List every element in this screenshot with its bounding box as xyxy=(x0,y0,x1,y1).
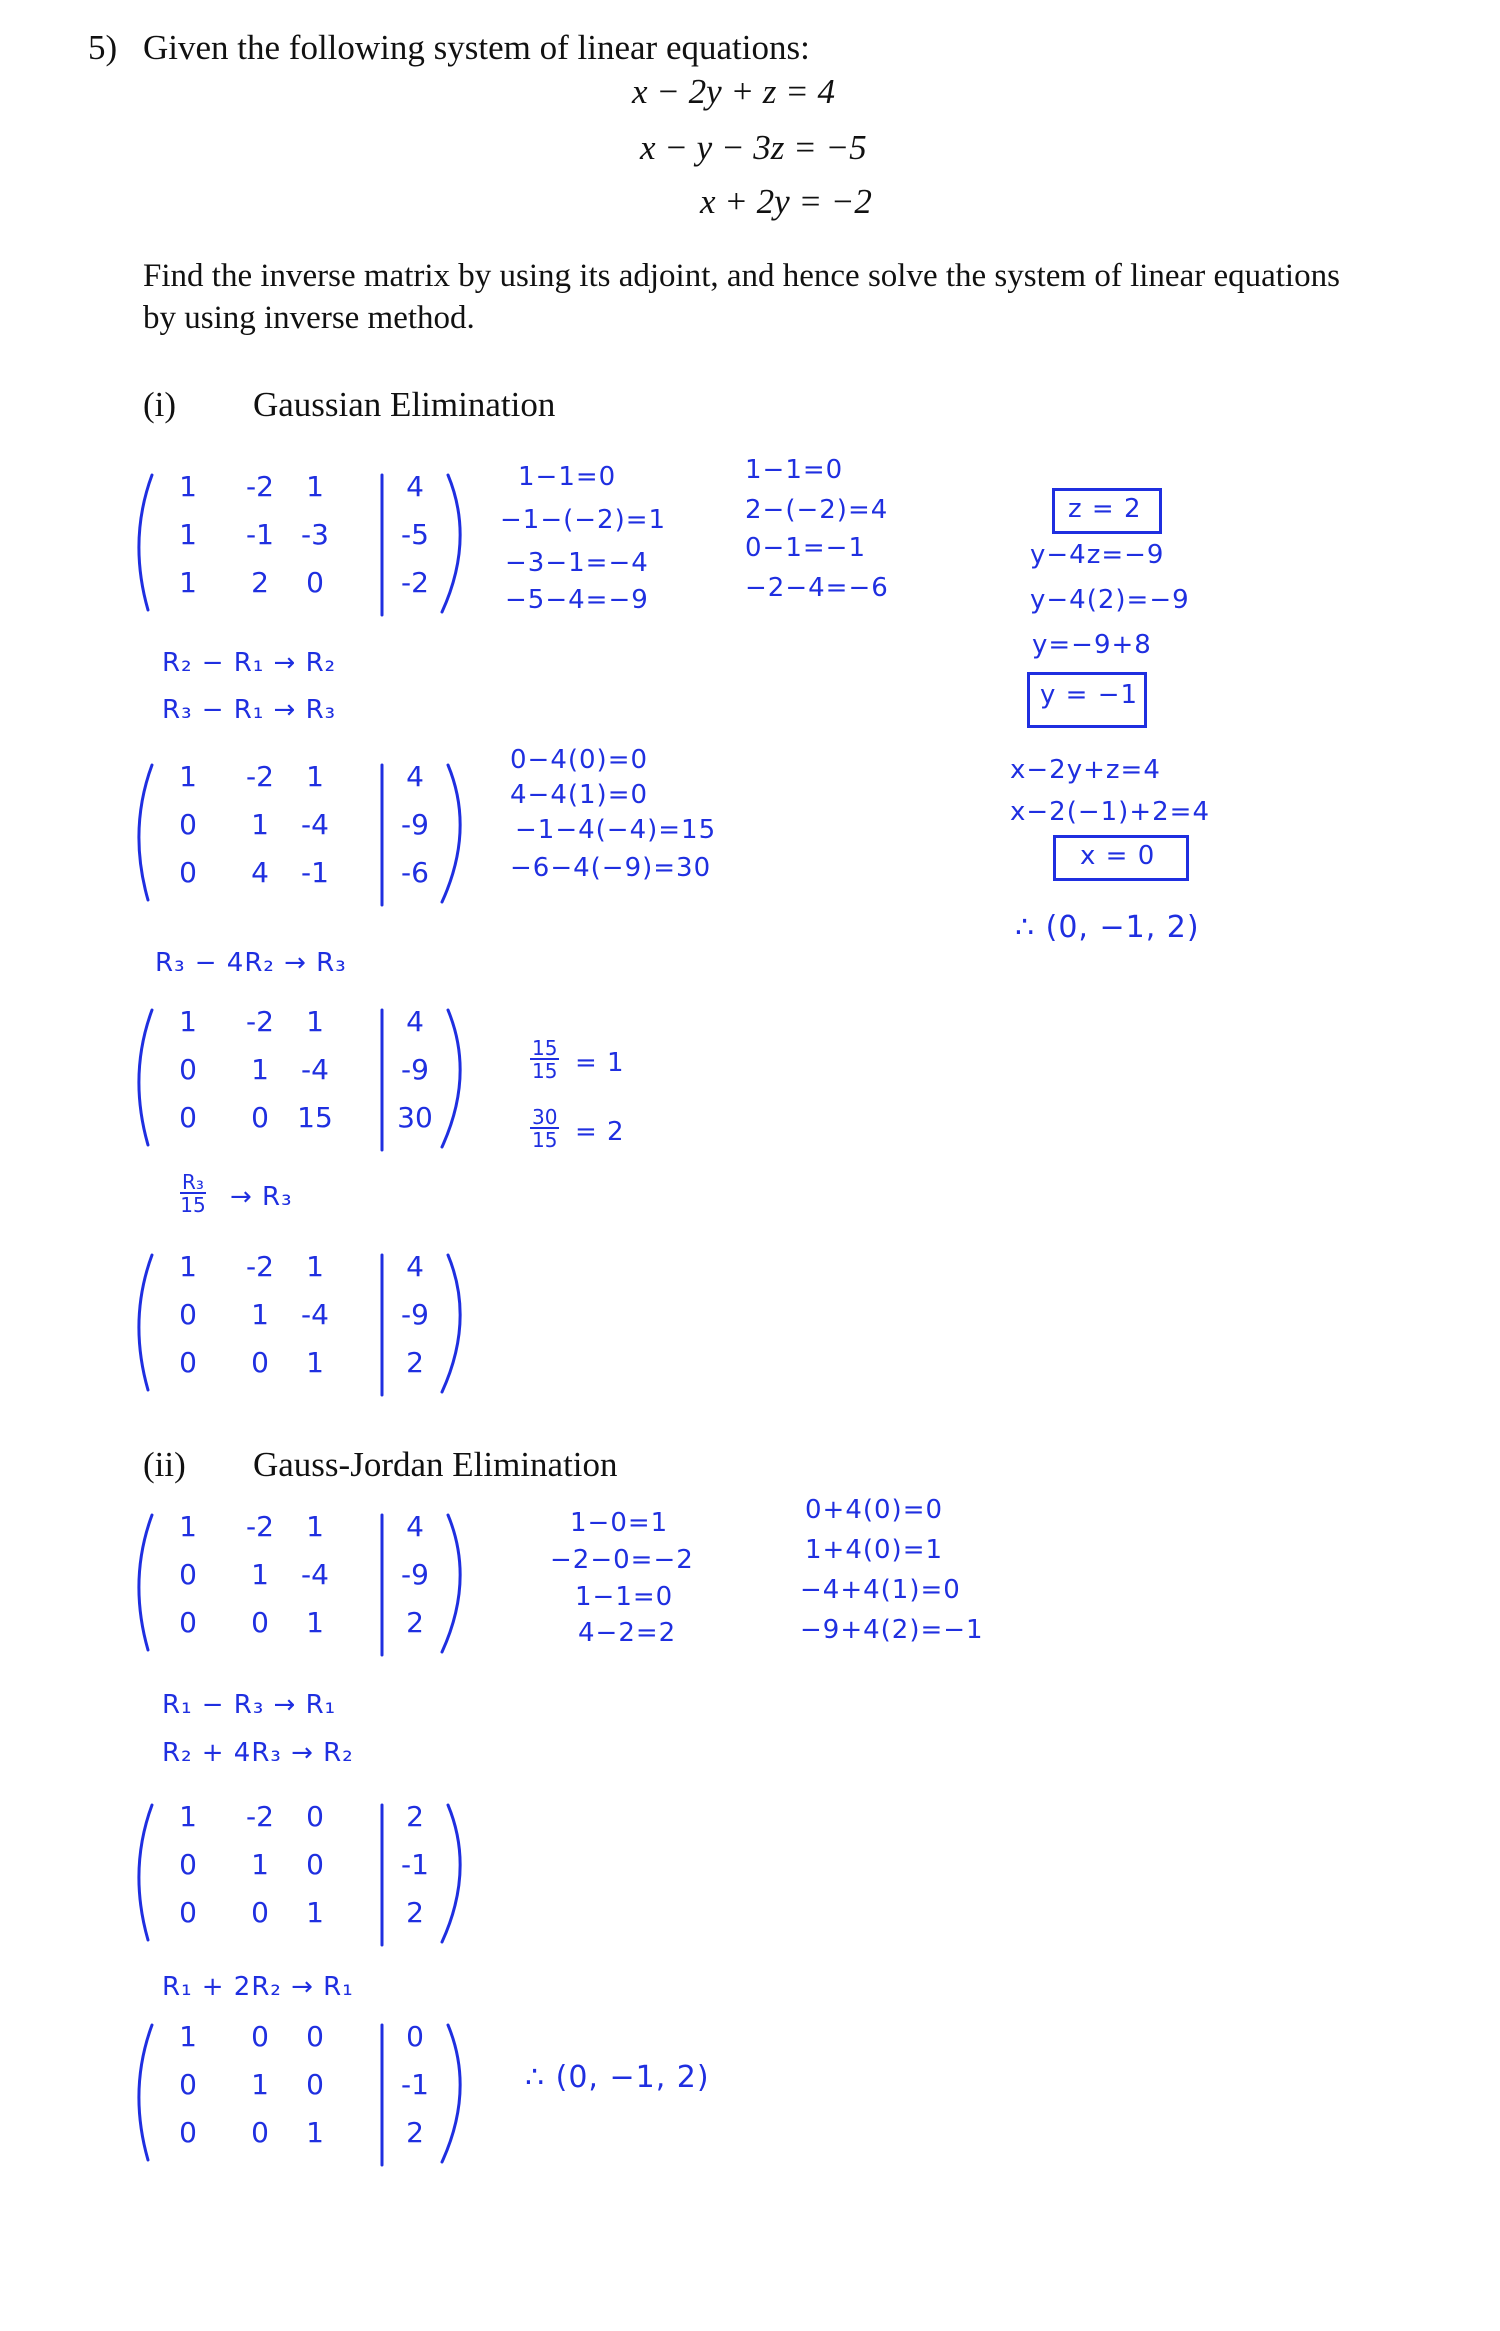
matrix-entry: 1 xyxy=(306,2116,324,2149)
matrix-entry: -9 xyxy=(401,1558,429,1591)
matrix-entry: -1 xyxy=(246,518,274,551)
matrix-entry: 30 xyxy=(397,1101,433,1134)
augmented-matrix xyxy=(130,470,470,620)
augmented-matrix xyxy=(130,1510,470,1660)
augmented-matrix xyxy=(130,1800,470,1950)
fraction-numerator: 15 xyxy=(532,1036,558,1060)
matrix-entry: 2 xyxy=(406,1346,424,1379)
row-operation: R₂ + 4R₃ → R₂ xyxy=(162,1738,354,1768)
matrix-entry: 1 xyxy=(179,1510,197,1543)
row-operation: → R₃ xyxy=(230,1182,293,1212)
matrix-entry: -3 xyxy=(301,518,329,551)
matrix-entry: 0 xyxy=(306,1848,324,1881)
matrix-entry: -2 xyxy=(246,1510,274,1543)
matrix-entry: 2 xyxy=(251,566,269,599)
augmented-matrix xyxy=(130,2020,470,2170)
z-value: z = 2 xyxy=(1068,494,1142,524)
matrix-entry: 0 xyxy=(306,2068,324,2101)
matrix-entry: 0 xyxy=(306,1800,324,1833)
right-parenthesis xyxy=(442,1515,460,1652)
matrix-entry: 0 xyxy=(179,2068,197,2101)
matrix-entry: 0 xyxy=(251,1346,269,1379)
matrix-entry: 2 xyxy=(406,1896,424,1929)
work-line: 1−1=0 xyxy=(518,462,617,492)
matrix-entry: -4 xyxy=(301,1298,329,1331)
right-parenthesis xyxy=(442,765,460,902)
matrix-entry: -5 xyxy=(401,518,429,551)
matrix-entry: 1 xyxy=(179,566,197,599)
fraction-denominator: 15 xyxy=(180,1193,206,1217)
right-parenthesis xyxy=(442,475,460,612)
matrix-entry: 0 xyxy=(251,1101,269,1134)
matrix-entry: -6 xyxy=(401,856,429,889)
work-line: −9+4(2)=−1 xyxy=(800,1615,984,1645)
matrix-entry: 0 xyxy=(251,1896,269,1929)
matrix-entry: -2 xyxy=(246,1800,274,1833)
left-parenthesis xyxy=(139,1805,152,1940)
y-value: y = −1 xyxy=(1040,680,1139,710)
left-parenthesis xyxy=(139,1515,152,1650)
matrix-entry: 1 xyxy=(306,1346,324,1379)
row-operation-fraction xyxy=(180,1172,206,1216)
work-fraction xyxy=(530,1038,559,1082)
equation-1: x − 2y + z = 4 xyxy=(632,72,836,111)
matrix-entry: 1 xyxy=(179,470,197,503)
matrix-entry: 0 xyxy=(179,856,197,889)
matrix-entry: 1 xyxy=(251,1053,269,1086)
matrix-entry: 0 xyxy=(179,1606,197,1639)
work-line: 1+4(0)=1 xyxy=(805,1535,944,1565)
row-operation: R₃ − R₁ → R₃ xyxy=(162,695,337,725)
matrix-entry: -2 xyxy=(246,1005,274,1038)
matrix-entry: 1 xyxy=(306,470,324,503)
matrix-entry: 2 xyxy=(406,1800,424,1833)
matrix-entry: -4 xyxy=(301,1053,329,1086)
work-line: −1−4(−4)=15 xyxy=(515,815,717,845)
solution-answer: ∴ (0, −1, 2) xyxy=(1015,910,1200,945)
matrix-entry: 0 xyxy=(179,1848,197,1881)
matrix-entry: 15 xyxy=(297,1101,333,1134)
matrix-entry: 1 xyxy=(251,2068,269,2101)
work-line: x−2y+z=4 xyxy=(1010,755,1161,785)
row-operation: R₂ − R₁ → R₂ xyxy=(162,648,337,678)
left-parenthesis xyxy=(139,1010,152,1145)
matrix-entry: 1 xyxy=(179,760,197,793)
matrix-entry: 1 xyxy=(306,1005,324,1038)
work-line: 0−1=−1 xyxy=(745,533,866,563)
instruction-line-1: Find the inverse matrix by using its adjoint, and hence solve the system of linear equations xyxy=(143,258,1340,294)
matrix-entry: 0 xyxy=(179,1346,197,1379)
matrix-entry: 1 xyxy=(251,1298,269,1331)
work-line: 0−4(0)=0 xyxy=(510,745,649,775)
work-line: y−4z=−9 xyxy=(1030,540,1165,570)
work-line: 1−0=1 xyxy=(570,1508,669,1538)
matrix-entry: 1 xyxy=(251,808,269,841)
work-line: y=−9+8 xyxy=(1032,630,1152,660)
work-line: −2−0=−2 xyxy=(550,1545,694,1575)
work-line: x−2(−1)+2=4 xyxy=(1010,797,1210,827)
matrix-entry: 0 xyxy=(251,2116,269,2149)
matrix-entry: 0 xyxy=(406,2020,424,2053)
matrix-entry: 1 xyxy=(251,1848,269,1881)
work-line: = 2 xyxy=(575,1117,625,1147)
work-line: y−4(2)=−9 xyxy=(1030,585,1190,615)
matrix-entry: 1 xyxy=(179,1800,197,1833)
row-operation: R₁ − R₃ → R₁ xyxy=(162,1690,337,1720)
work-line: −6−4(−9)=30 xyxy=(510,853,712,883)
work-line: 4−2=2 xyxy=(578,1618,677,1648)
left-parenthesis xyxy=(139,765,152,900)
right-parenthesis xyxy=(442,1805,460,1942)
matrix-entry: 1 xyxy=(179,518,197,551)
matrix-entry: 1 xyxy=(179,1005,197,1038)
matrix-entry: 0 xyxy=(179,1896,197,1929)
matrix-entry: 0 xyxy=(306,2020,324,2053)
matrix-entry: -2 xyxy=(246,1250,274,1283)
matrix-entry: 0 xyxy=(251,1606,269,1639)
matrix-entry: 1 xyxy=(306,1896,324,1929)
solution-answer: ∴ (0, −1, 2) xyxy=(525,2060,710,2095)
row-operation: R₁ + 2R₂ → R₁ xyxy=(162,1972,354,2002)
problem-number: 5) xyxy=(88,28,118,67)
augmented-matrix xyxy=(130,1005,470,1155)
left-parenthesis xyxy=(139,2025,152,2160)
instruction-line-2: by using inverse method. xyxy=(143,300,475,336)
matrix-entry: 0 xyxy=(179,808,197,841)
part-2-title: Gauss-Jordan Elimination xyxy=(253,1445,618,1484)
fraction-numerator: R₃ xyxy=(182,1170,204,1194)
work-line: −2−4=−6 xyxy=(745,573,889,603)
matrix-entry: 1 xyxy=(306,1510,324,1543)
left-parenthesis xyxy=(139,1255,152,1390)
matrix-entry: 1 xyxy=(179,1250,197,1283)
matrix-entry: 1 xyxy=(306,1250,324,1283)
matrix-entry: -1 xyxy=(301,856,329,889)
work-line: −4+4(1)=0 xyxy=(800,1575,961,1605)
matrix-entry: -1 xyxy=(401,1848,429,1881)
matrix-entry: -2 xyxy=(246,760,274,793)
work-line: = 1 xyxy=(575,1048,625,1078)
matrix-entry: 4 xyxy=(406,1005,424,1038)
augmented-matrix xyxy=(130,760,470,910)
problem-intro: Given the following system of linear equations: xyxy=(143,28,810,67)
matrix-entry: -4 xyxy=(301,1558,329,1591)
matrix-entry: -2 xyxy=(401,566,429,599)
equation-3: x + 2y = −2 xyxy=(700,182,872,221)
right-parenthesis xyxy=(442,2025,460,2162)
matrix-entry: -2 xyxy=(246,470,274,503)
work-line: 4−4(1)=0 xyxy=(510,780,649,810)
fraction-denominator: 15 xyxy=(532,1128,558,1152)
matrix-entry: -9 xyxy=(401,1298,429,1331)
matrix-entry: -4 xyxy=(301,808,329,841)
matrix-entry: -9 xyxy=(401,808,429,841)
matrix-entry: -9 xyxy=(401,1053,429,1086)
left-parenthesis xyxy=(139,475,152,610)
right-parenthesis xyxy=(442,1010,460,1147)
fraction-numerator: 30 xyxy=(532,1105,558,1129)
matrix-entry: 1 xyxy=(306,1606,324,1639)
work-line: −1−(−2)=1 xyxy=(500,505,667,535)
matrix-entry: 0 xyxy=(179,1101,197,1134)
work-line: 1−1=0 xyxy=(745,455,844,485)
matrix-entry: 0 xyxy=(306,566,324,599)
work-line: 2−(−2)=4 xyxy=(745,495,889,525)
work-line: −5−4=−9 xyxy=(505,585,649,615)
work-line: 1−1=0 xyxy=(575,1582,674,1612)
matrix-entry: 4 xyxy=(406,760,424,793)
work-line: −3−1=−4 xyxy=(505,548,649,578)
x-value: x = 0 xyxy=(1080,841,1156,871)
equation-2: x − y − 3z = −5 xyxy=(640,128,867,167)
part-2-label: (ii) xyxy=(143,1445,186,1484)
matrix-entry: 0 xyxy=(179,1298,197,1331)
row-operation: R₃ − 4R₂ → R₃ xyxy=(155,948,347,978)
work-line: 0+4(0)=0 xyxy=(805,1495,944,1525)
matrix-entry: 4 xyxy=(406,1250,424,1283)
part-1-title: Gaussian Elimination xyxy=(253,385,556,424)
fraction-denominator: 15 xyxy=(532,1059,558,1083)
right-parenthesis xyxy=(442,1255,460,1392)
matrix-entry: 1 xyxy=(179,2020,197,2053)
matrix-entry: 1 xyxy=(306,760,324,793)
matrix-entry: 4 xyxy=(406,1510,424,1543)
matrix-entry: 0 xyxy=(179,2116,197,2149)
part-1-label: (i) xyxy=(143,385,177,424)
matrix-entry: -1 xyxy=(401,2068,429,2101)
matrix-entry: 4 xyxy=(406,470,424,503)
augmented-matrix xyxy=(130,1250,470,1400)
matrix-entry: 0 xyxy=(251,2020,269,2053)
work-fraction xyxy=(530,1107,559,1151)
matrix-entry: 0 xyxy=(179,1053,197,1086)
matrix-entry: 1 xyxy=(251,1558,269,1591)
matrix-entry: 4 xyxy=(251,856,269,889)
matrix-entry: 2 xyxy=(406,1606,424,1639)
matrix-entry: 2 xyxy=(406,2116,424,2149)
matrix-entry: 0 xyxy=(179,1558,197,1591)
